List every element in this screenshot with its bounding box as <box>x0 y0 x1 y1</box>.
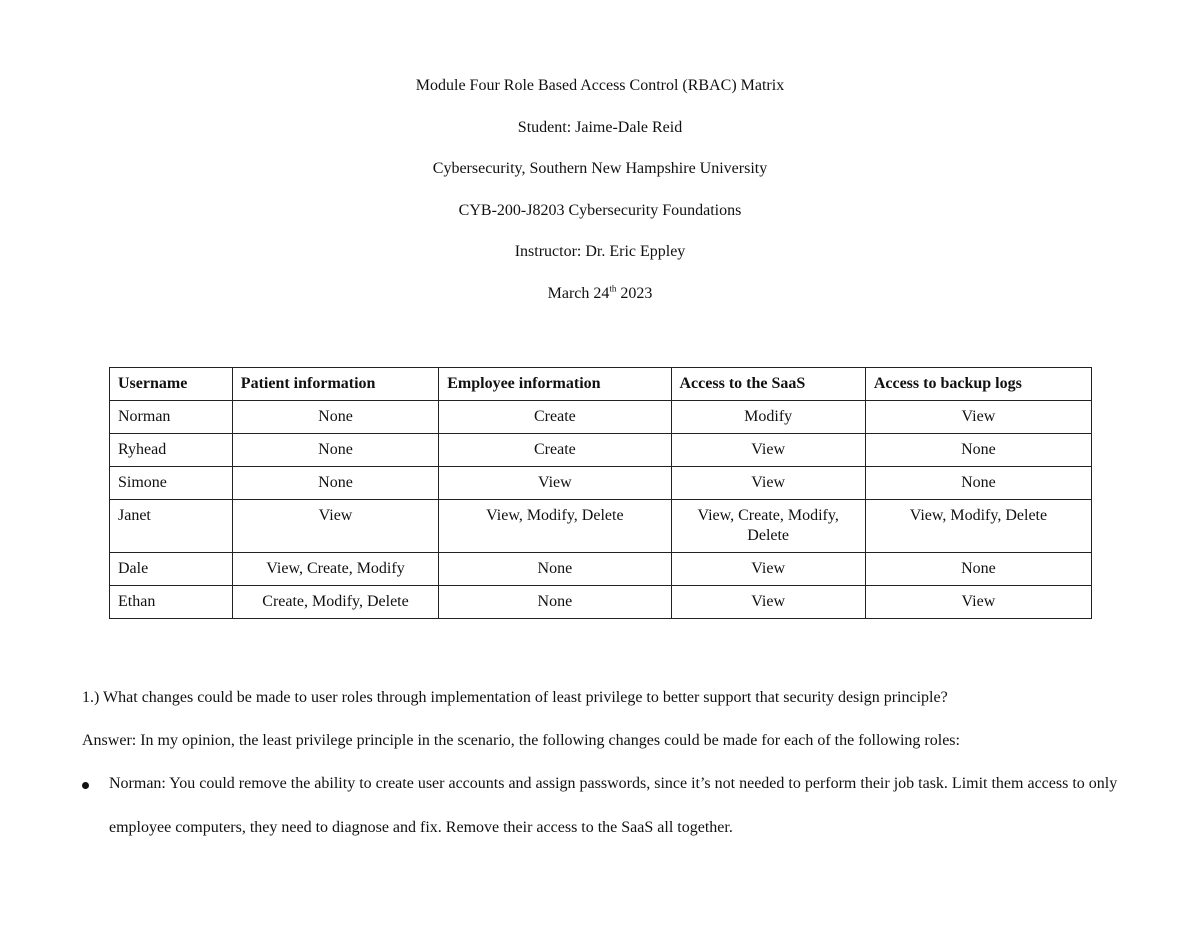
table-cell: View, Modify, Delete <box>865 500 1091 553</box>
bullet-icon <box>82 782 89 789</box>
document-title: Module Four Role Based Access Control (RBAC) Matrix <box>415 77 785 94</box>
column-header: Username <box>110 368 233 401</box>
table-cell: Modify <box>671 401 865 434</box>
username-cell: Ethan <box>110 586 233 619</box>
column-header: Employee information <box>439 368 671 401</box>
username-cell: Ryhead <box>110 434 233 467</box>
date-superscript: th <box>609 283 617 294</box>
table-cell: None <box>439 553 671 586</box>
table-cell: View <box>865 401 1091 434</box>
table-row <box>110 500 1092 553</box>
institution: Cybersecurity, Southern New Hampshire University <box>432 160 768 178</box>
bullet-text: Norman: You could remove the ability to create user accounts and assign passwords, since it’s not needed to perform their job task. Limit them access to only employee computers, they need to diagnose and fix. Remove their access to the SaaS all together. <box>109 775 1118 836</box>
table-cell: None <box>865 467 1091 500</box>
table-cell: View <box>671 467 865 500</box>
table-cell: View, Create, Modify <box>232 553 438 586</box>
username-cell: Dale <box>110 553 233 586</box>
bullet-list-item <box>82 774 1122 850</box>
table-cell: Create <box>439 401 671 434</box>
question-text: 1.) What changes could be made to user roles through implementation of least privilege to better support that security design principle? <box>82 689 948 706</box>
table-cell: Create <box>439 434 671 467</box>
table-cell: None <box>865 434 1091 467</box>
table-cell: View, Create, Modify, Delete <box>671 500 865 553</box>
column-header: Access to the SaaS <box>671 368 865 401</box>
table-row <box>110 553 1092 586</box>
rbac-matrix-table <box>109 367 1092 619</box>
table-row <box>110 434 1092 467</box>
date-prefix: March 24 <box>547 284 610 302</box>
table-cell: None <box>439 586 671 619</box>
table-row <box>110 467 1092 500</box>
course-name: CYB-200-J8203 Cybersecurity Foundations <box>458 201 742 219</box>
table-cell: View <box>439 467 671 500</box>
table-cell: View <box>671 553 865 586</box>
table-cell: View <box>671 434 865 467</box>
username-cell: Janet <box>110 500 233 553</box>
column-header: Patient information <box>232 368 438 401</box>
table-cell: View, Modify, Delete <box>439 500 671 553</box>
column-header: Access to backup logs <box>865 368 1091 401</box>
table-cell: None <box>865 553 1091 586</box>
title-block <box>0 76 1200 326</box>
table-row <box>110 401 1092 434</box>
student-name: Student: Jaime-Dale Reid <box>517 118 683 136</box>
username-cell: Simone <box>110 467 233 500</box>
document-date <box>0 284 1200 304</box>
username-cell: Norman <box>110 401 233 434</box>
table-cell: View <box>671 586 865 619</box>
table-cell: None <box>232 467 438 500</box>
table-cell: None <box>232 401 438 434</box>
answer-text: Answer: In my opinion, the least privilege principle in the scenario, the following changes could be made for each of the following roles: <box>82 732 960 749</box>
date-suffix: 2023 <box>616 284 653 302</box>
table-header-row <box>110 368 1092 401</box>
table-cell: View <box>865 586 1091 619</box>
table-cell: Create, Modify, Delete <box>232 586 438 619</box>
instructor-name: Instructor: Dr. Eric Eppley <box>514 243 686 261</box>
table-row <box>110 586 1092 619</box>
table-cell: None <box>232 434 438 467</box>
table-cell: View <box>232 500 438 553</box>
